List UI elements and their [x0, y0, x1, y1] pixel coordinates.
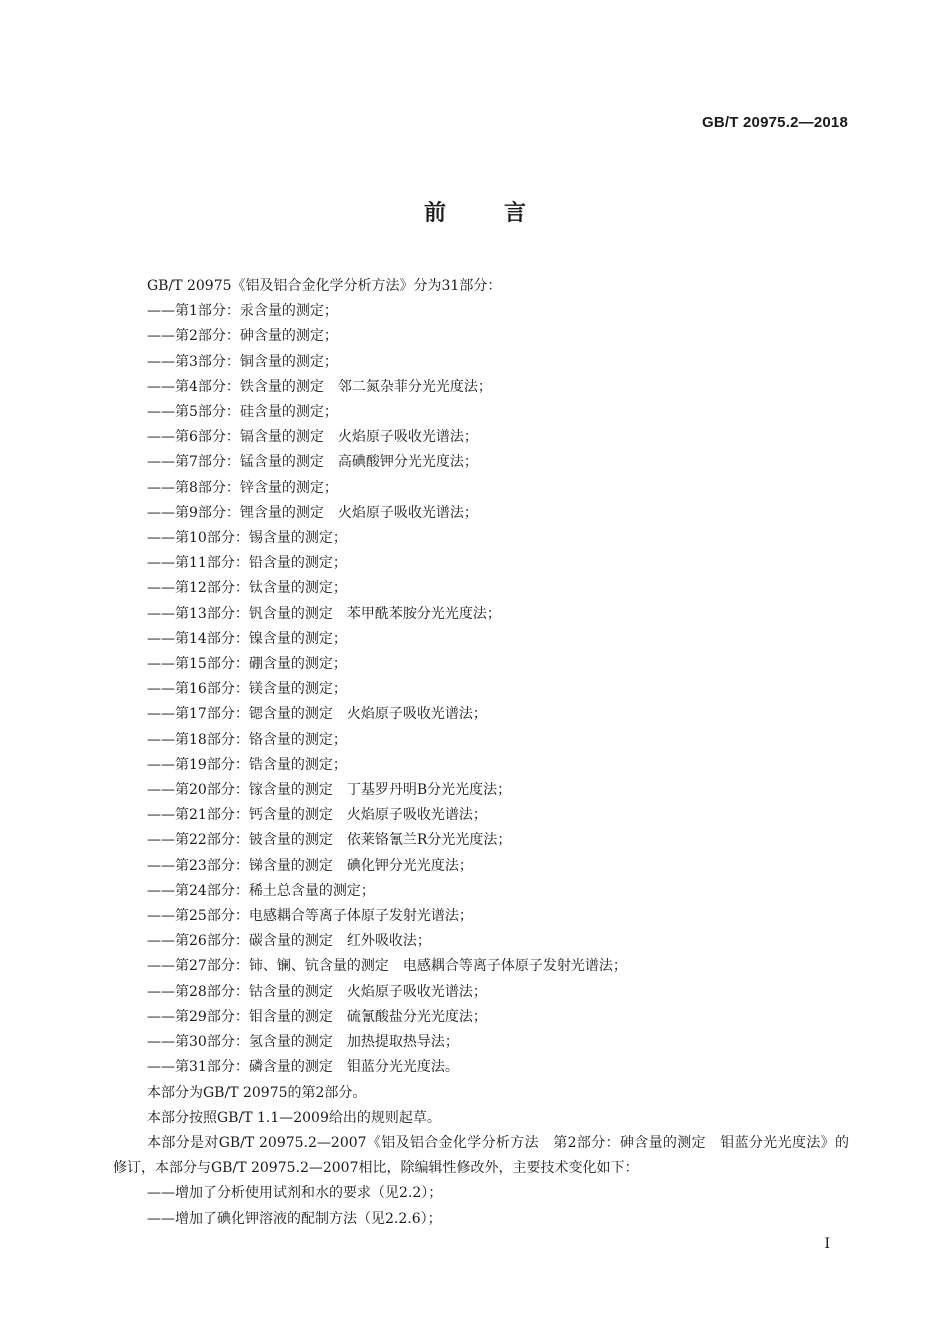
parts-list — [113, 299, 849, 1080]
list-item: ——第11部分：铅含量的测定； — [147, 555, 347, 572]
list-item: ——第6部分：镉含量的测定 火焰原子吸收光谱法； — [147, 429, 478, 446]
list-item: ——第9部分：锂含量的测定 火焰原子吸收光谱法； — [147, 504, 478, 521]
page-number: I — [824, 1236, 830, 1252]
list-item: ——第30部分：氢含量的测定 加热提取热导法； — [147, 1034, 459, 1051]
list-item: ——第12部分：钛含量的测定； — [147, 580, 347, 597]
list-item: ——第16部分：镁含量的测定； — [147, 681, 347, 698]
standard-code: GB/T 20975.2—2018 — [702, 114, 848, 131]
list-item: ——第5部分：硅含量的测定； — [147, 404, 338, 421]
list-item: ——第15部分：硼含量的测定； — [147, 656, 347, 673]
intro-paragraph: GB/T 20975《铝及铝合金化学分析方法》分为31部分： — [147, 278, 502, 294]
list-item: ——第10部分：锡含量的测定； — [147, 530, 347, 547]
list-item: ——第28部分：钴含量的测定 火焰原子吸收光谱法； — [147, 983, 487, 1000]
list-item: ——第27部分：铈、镧、钪含量的测定 电感耦合等离子体原子发射光谱法； — [147, 958, 627, 975]
list-item: ——第8部分：锌含量的测定； — [147, 479, 338, 496]
list-item: ——第29部分：钼含量的测定 硫氰酸盐分光光度法； — [147, 1008, 487, 1025]
list-item: ——第31部分：磷含量的测定 钼蓝分光光度法。 — [147, 1059, 459, 1076]
list-item: ——第25部分：电感耦合等离子体原子发射光谱法； — [147, 908, 473, 925]
list-item: ——第23部分：锑含量的测定 碘化钾分光光度法； — [147, 857, 473, 874]
list-item: ——第7部分：锰含量的测定 高碘酸钾分光光度法； — [147, 454, 478, 471]
page-title: 前言 — [423, 201, 584, 226]
list-item: ——第20部分：镓含量的测定 丁基罗丹明B分光光度法； — [147, 782, 512, 799]
list-item: ——第19部分：锆含量的测定； — [147, 756, 347, 773]
document-body — [113, 274, 849, 1232]
list-item: ——第14部分：镍含量的测定； — [147, 630, 347, 647]
list-item: ——第4部分：铁含量的测定 邻二氮杂菲分光光度法； — [147, 378, 492, 395]
list-item: ——第26部分：碳含量的测定 红外吸收法； — [147, 933, 431, 950]
list-item: ——第3部分：铜含量的测定； — [147, 353, 338, 370]
list-item: ——第22部分：铍含量的测定 依莱铬氰兰R分光光度法； — [147, 832, 512, 849]
list-item: ——第17部分：锶含量的测定 火焰原子吸收光谱法； — [147, 706, 487, 723]
list-item: ——第24部分：稀土总含量的测定； — [147, 882, 375, 899]
list-item: ——第1部分：汞含量的测定； — [147, 303, 338, 320]
drafting-rules-statement: 本部分按照GB/T 1.1—2009给出的规则起草。 — [147, 1109, 441, 1126]
list-item: ——第21部分：钙含量的测定 火焰原子吸收光谱法； — [147, 807, 487, 824]
list-item: ——第13部分：钒含量的测定 苯甲酰苯胺分光光度法； — [147, 605, 501, 622]
changes-list — [113, 1181, 849, 1231]
revision-statement: 本部分是对GB/T 20975.2—2007《铝及铝合金化学分析方法 第2部分：砷含量的测定 钼蓝分光光度法》的修订，本部分与GB/T 20975.2—2007相比，除编辑性修改外，主要技术变化如下： — [113, 1134, 849, 1177]
list-item: ——增加了碘化钾溶液的配制方法（见2.2.6）； — [147, 1210, 442, 1227]
list-item: ——增加了分析使用试剂和水的要求（见2.2）； — [147, 1185, 443, 1202]
list-item: ——第2部分：砷含量的测定； — [147, 328, 338, 345]
part-statement: 本部分为GB/T 20975的第2部分。 — [147, 1084, 367, 1101]
list-item: ——第18部分：铬含量的测定； — [147, 731, 347, 748]
